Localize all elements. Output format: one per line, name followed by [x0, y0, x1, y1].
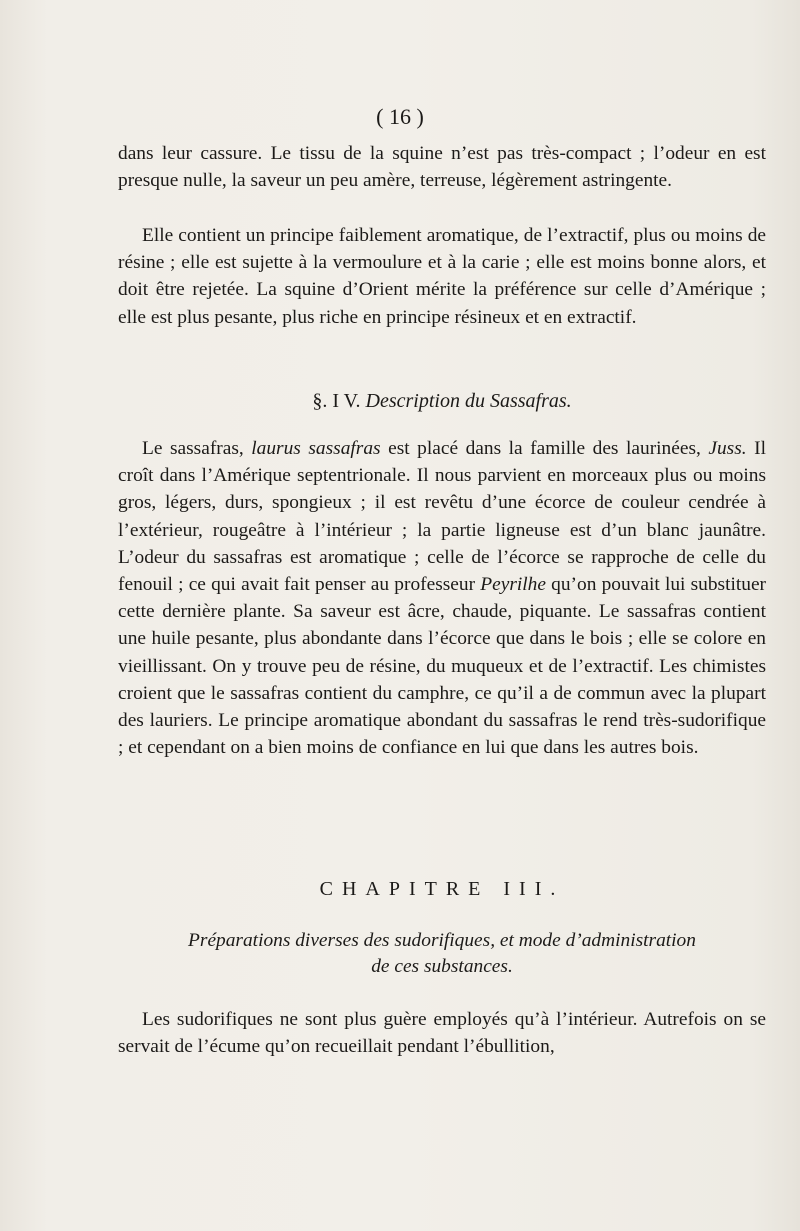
person-name: Peyrilhe: [480, 574, 546, 596]
paragraph-text: dans leur cassure. Le tissu de la squine n’est pas très-compact ; l’odeur en est presque nulle, la saveur un peu amère, terreuse, légèrement astringente.: [118, 143, 766, 192]
paragraph-squine-composition: [118, 222, 766, 331]
section-heading: [118, 390, 766, 413]
page-number: ( 16 ): [376, 104, 424, 129]
text-run: Le sassafras,: [142, 438, 252, 459]
author-abbrev: Juss.: [708, 438, 747, 459]
paragraph-squine-tissue: [118, 140, 766, 194]
chapter-heading: [118, 878, 766, 901]
text-run: qu’on pouvait lui substituer cette dernière plante. Sa saveur est âcre, chaude, piquante. Le sassafras contient une huile pesante, plus abondante dans l’écorce que dans le bois ; elle se colore en vieillissant. On y trouve peu de résine, du muqueux et de l’extractif. Les chimistes croient que le sassafras contient du camphre, ce qu’il a de commun avec la plupart des lauriers. Le principe aromatique abondant du sassafras le rend très-sudorifique ; et cependant on a bien moins de confiance en lui que dans les autres bois.: [118, 574, 767, 759]
paragraph-sudorifiques: [118, 1006, 766, 1060]
chapter-subtitle-line: Préparations diverses des sudorifiques, et mode d’administration: [188, 930, 696, 951]
chapter-subtitle-line: de ces substances.: [371, 956, 513, 977]
chapter-subtitle: [118, 928, 766, 980]
text-run: est placé dans la famille des laurinées,: [380, 438, 709, 459]
chapter-title: CHAPITRE III.: [319, 878, 565, 900]
paragraph-text: [118, 435, 766, 761]
paragraph-sassafras: [118, 435, 766, 761]
latin-name: laurus sassafras: [251, 438, 381, 459]
section-title: Description du Sassafras.: [365, 390, 572, 412]
paragraph-text: Elle contient un principe faiblement aromatique, de l’extractif, plus ou moins de résine ; elle est sujette à la vermoulure et à la carie ; elle est moins bonne alors, et doit être rejetée. La squine d’Orient mérite la préférence sur celle d’Amérique ; elle est plus pesante, plus riche en principe résineux et en extractif.: [118, 225, 766, 328]
section-number: §. I V.: [312, 390, 361, 412]
paragraph-text: Les sudorifiques ne sont plus guère employés qu’à l’intérieur. Autrefois on se servait de l’écume qu’on recueillait pendant l’ébullition,: [118, 1009, 766, 1058]
text-run: Il croît dans l’Amérique septentrionale. Il nous parvient en morceaux plus ou moins gros, légers, durs, spongieux ; il est revêtu d’une écorce de couleur cendrée à l’extérieur, rougeâtre à l’intérieur ; la partie ligneuse est d’un blanc jaunâtre. L’odeur du sassafras est aromatique ; celle de l’écorce se rapproche de celle du fenouil ; ce qui avait fait penser au professeur: [118, 438, 766, 596]
